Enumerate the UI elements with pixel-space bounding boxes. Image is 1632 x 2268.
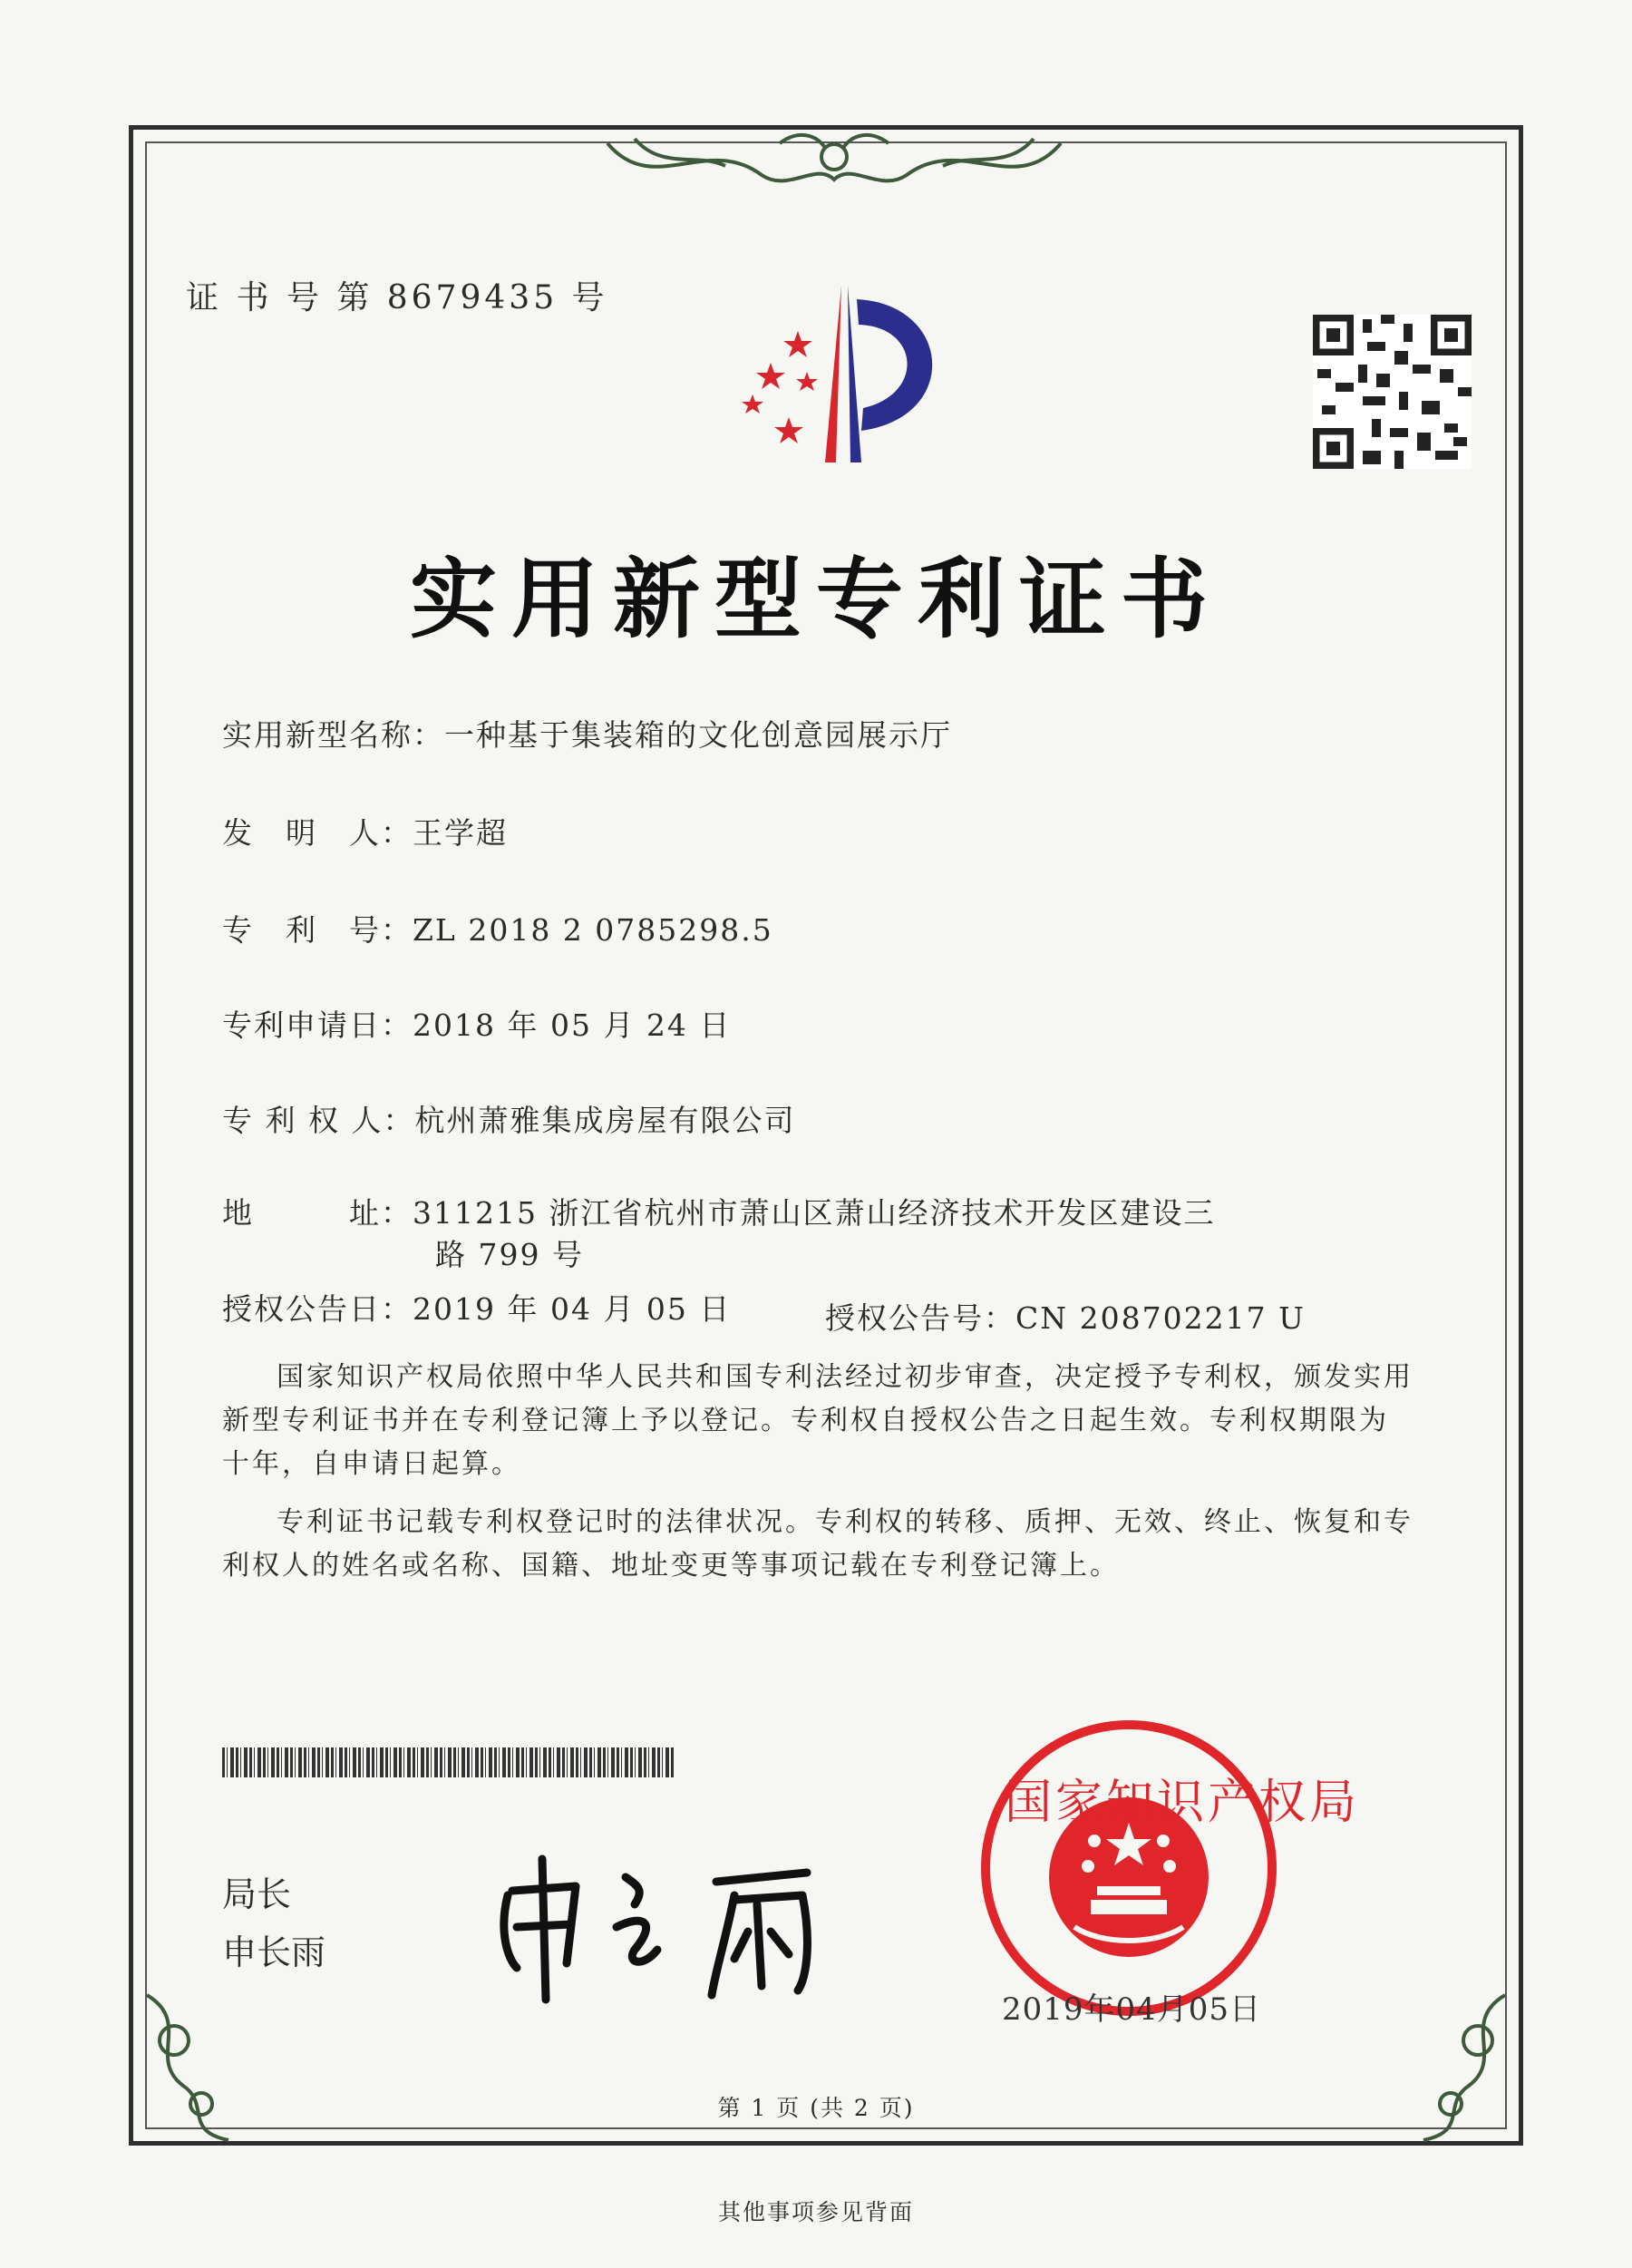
statement-paragraph-2: 专利证书记载专利权登记时的法律状况。专利权的转移、质押、无效、终止、恢复和专利权人的姓名或名称、国籍、地址变更等事项记载在专利登记簿上。 (222, 1506, 1413, 1582)
corner-ornament-left-icon (129, 1986, 265, 2149)
barcode-icon (222, 1747, 674, 1777)
field-value: 2018 年 05 月 24 日 (413, 1007, 732, 1043)
field-value: CN 208702217 U (1015, 1300, 1306, 1336)
field-label: 地 址： (222, 1195, 413, 1231)
page-indicator: 第 1 页 (共 2 页) (717, 2095, 915, 2121)
field-label: 发 明 人： (222, 815, 413, 851)
seal-text: 国家知识产权局 (1005, 1776, 1361, 1830)
director-title: 局长 (222, 1874, 292, 1914)
field-address (222, 1190, 1215, 1232)
seal-date: 2019年04月05日 (1002, 1991, 1262, 2028)
field-value: 2019 年 04 月 05 日 (413, 1291, 732, 1327)
certificate-number: 证 书 号 第 8679435 号 (186, 279, 608, 316)
field-grant-number (825, 1295, 1306, 1338)
field-value: 311215 浙江省杭州市萧山区萧山经济技术开发区建设三 (413, 1195, 1216, 1231)
statement-paragraph-1: 国家知识产权局依照中华人民共和国专利法经过初步审查，决定授予专利权，颁发实用新型专利证书并在专利登记簿上予以登记。专利权自授权公告之日起生效。专利权期限为十年，自申请日起算。 (222, 1361, 1413, 1480)
field-patent-number (222, 907, 773, 949)
field-utility-model-name (222, 712, 952, 754)
director-name: 申长雨 (222, 1932, 326, 1972)
field-application-date (222, 1002, 731, 1045)
director-signature-icon (490, 1841, 834, 2013)
official-seal-icon (975, 1714, 1361, 2022)
top-ornament-icon (598, 125, 1070, 207)
field-patentee (222, 1097, 795, 1140)
field-label: 授权公告号： (825, 1300, 1015, 1336)
field-grant-date (222, 1286, 731, 1329)
field-address-line2: 路 799 号 (435, 1237, 584, 1272)
field-label: 专利申请日： (222, 1007, 413, 1043)
field-label: 实用新型名称： (222, 717, 444, 753)
qr-code-icon (1313, 315, 1472, 469)
back-note: 其他事项参见背面 (717, 2199, 914, 2225)
field-value: 一种基于集装箱的文化创意园展示厅 (444, 717, 952, 753)
field-inventor (222, 810, 508, 852)
field-label: 专 利 权 人： (222, 1103, 415, 1138)
corner-ornament-right-icon (1387, 1986, 1523, 2149)
patent-office-logo-icon (725, 281, 970, 472)
field-label: 授权公告日： (222, 1291, 413, 1327)
certificate-title: 实用新型专利证书 (410, 548, 1222, 650)
field-label: 专 利 号： (222, 912, 413, 948)
field-value: 王学超 (413, 815, 508, 851)
field-value: 杭州萧雅集成房屋有限公司 (414, 1103, 796, 1138)
field-value: ZL 2018 2 0785298.5 (413, 912, 773, 948)
